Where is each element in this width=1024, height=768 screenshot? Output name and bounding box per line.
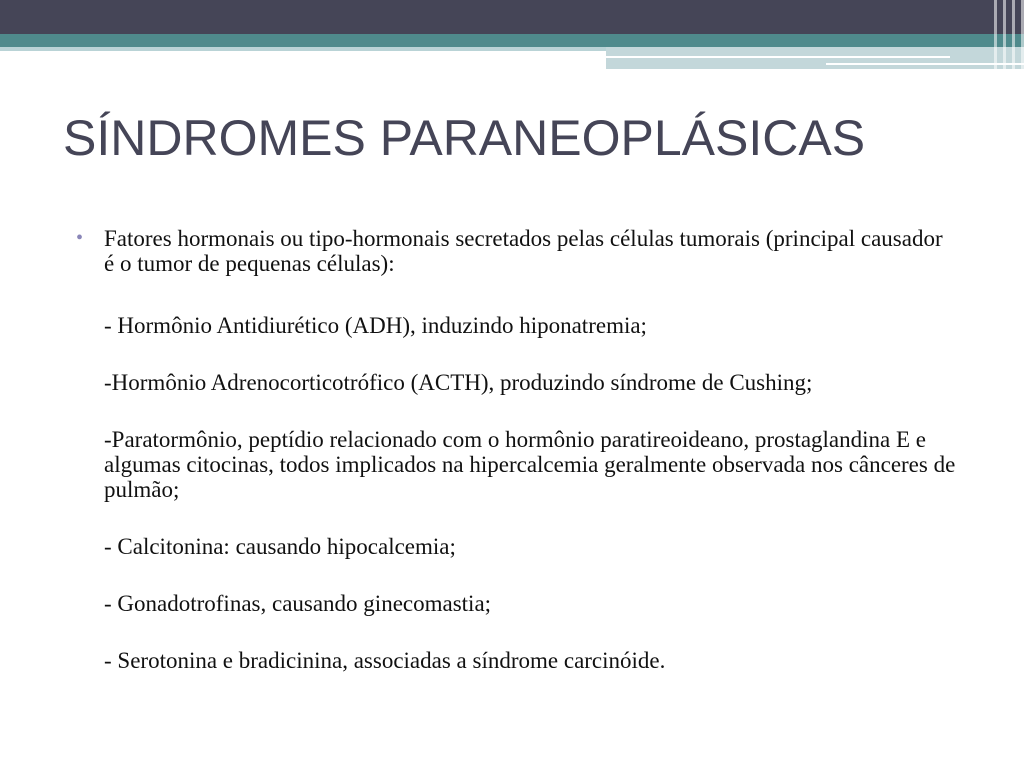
header-stripes [994, 0, 1024, 69]
bullet-text: Fatores hormonais ou tipo-hormonais secretados pelas células tumorais (principal causador é o tumor de pequenas células): [104, 226, 943, 276]
slide-body [76, 226, 956, 673]
stripe [1012, 0, 1015, 69]
header-teal-band [0, 34, 1024, 47]
header-dark-band [0, 0, 1024, 34]
header-step-bar [606, 47, 1024, 69]
stripe [994, 0, 997, 69]
list-item: -Hormônio Adrenocorticotrófico (ACTH), produzindo síndrome de Cushing; [104, 370, 813, 395]
bullet-item [76, 226, 956, 276]
stripe [1003, 0, 1006, 69]
list-item: - Hormônio Antidiurético (ADH), induzindo hiponatremia; [104, 313, 647, 338]
list-item: - Calcitonina: causando hipocalcemia; [104, 534, 456, 559]
list-item: - Serotonina e bradicinina, associadas a síndrome carcinóide. [104, 648, 666, 673]
header-step-line [606, 56, 950, 58]
header-pale-bar [0, 47, 606, 51]
list-item: - Gonadotrofinas, causando ginecomastia; [104, 591, 492, 616]
bullet-dot-icon: • [76, 227, 84, 249]
slide-title: SÍNDROMES PARANEOPLÁSICAS [63, 110, 866, 166]
list-item: -Paratormônio, peptídio relacionado com o hormônio paratireoideano, prostaglandina E e algumas citocinas, todos implicados na hipercalcemia geralmente observada nos cânceres de pulmão; [104, 427, 956, 502]
